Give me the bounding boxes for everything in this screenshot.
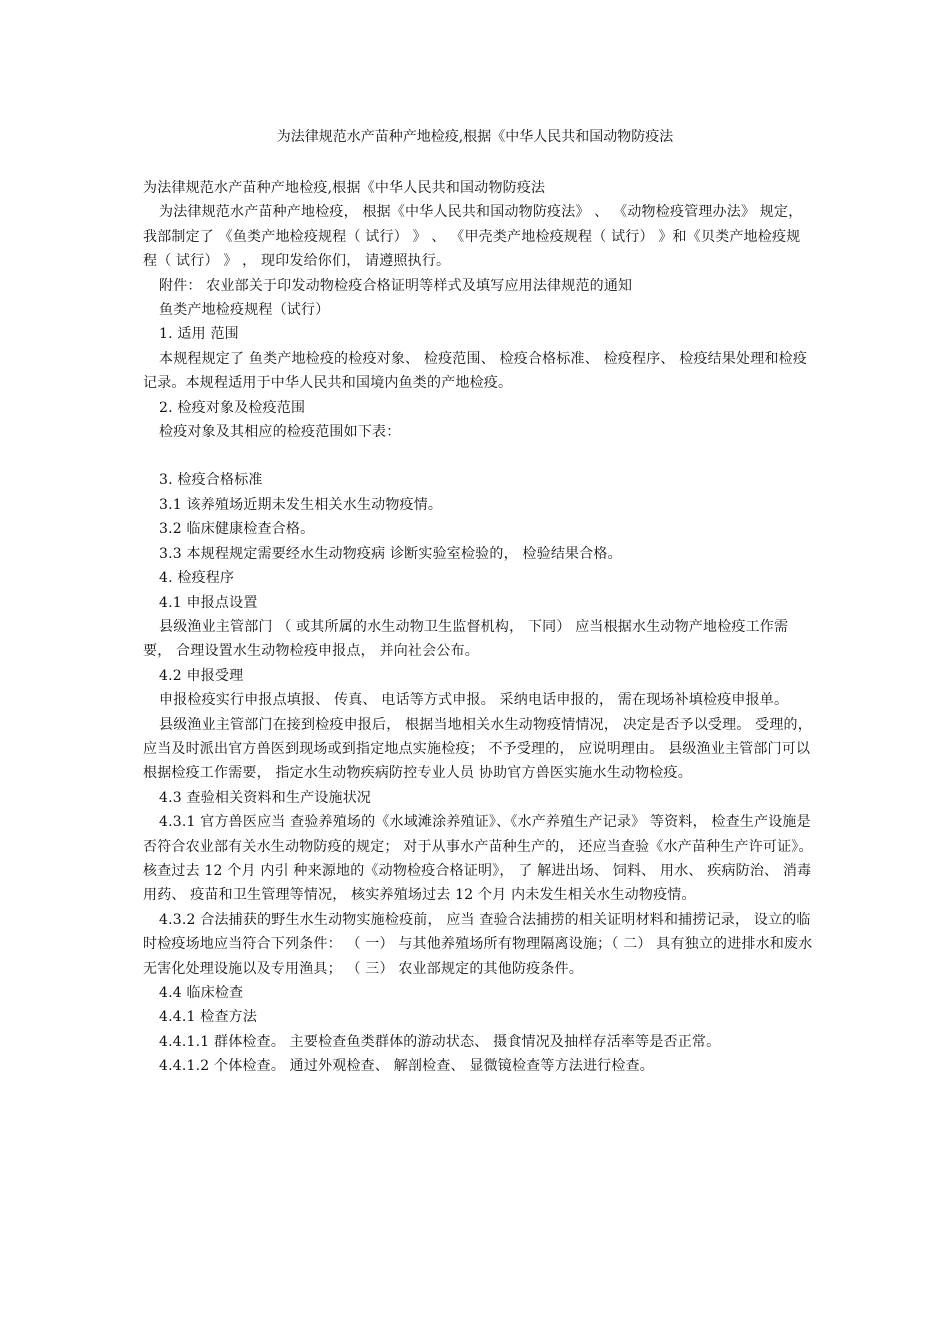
paragraph-4-1: 县级渔业主管部门 （ 或其所属的水生动物卫生监督机构， 下同） 应当根据水生动物产地检疫工作需要， 合理设置水生动物检疫申报点， 并向社会公布。 — [143, 618, 789, 660]
item-4-4-1-2: 4.4.1.2 个体检查。 通过外观检查、 解剖检查、 显微镜检查等方法进行检查。 — [159, 1058, 654, 1075]
heading-1: 1. 适用 范围 — [159, 326, 239, 343]
paragraph-intro: 为法律规范水产苗种产地检疫， 根据《中华人民共和国动物防疫法》 、 《动物检疫管理办法》 规定， 我部制定了 《鱼类产地检疫规程（ 试行） 》 、 《甲壳类产地检疫规程（ 试行） 》和《贝类产地检疫规程（ 试行） 》 ， 现印发给你们， 请遵照执行。 — [143, 204, 803, 270]
heading-2: 2. 检疫对象及检疫范围 — [159, 399, 306, 416]
heading-4-1: 4.1 申报点设置 — [159, 594, 258, 611]
item-3-3: 3.3 本规程规定需要经水生动物疫病 诊断实验室检验的， 检验结果合格。 — [159, 545, 622, 562]
paragraph-4-3-1: 4.3.1 官方兽医应当 查验养殖场的《水域滩涂养殖证》、《水产养殖生产记录》 等资料， 检查生产设施是否符合农业部有关水生动物防疫的规定； 对于从事水产苗种生产的， 还应当查验《水产苗种生产许可证》。 核查过去 12 个月 内引 种来源地的《动物检疫合格证明》， 了 解进出场、 饲料、 用水、 疾病防治、 消毒用药、 疫苗和卫生管理等情况， 核实养殖场过去 12 个月 内未发生相关水生动物疫情。 — [143, 814, 813, 904]
heading-4-3: 4.3 查验相关资料和生产设施状况 — [159, 789, 372, 806]
heading-4-4: 4.4 临床检查 — [159, 985, 244, 1001]
paragraph-table-intro: 检疫对象及其相应的检疫范围如下表： — [159, 424, 401, 441]
heading-4-2: 4.2 申报受理 — [159, 667, 244, 684]
item-3-2: 3.2 临床健康检查合格。 — [159, 521, 315, 538]
paragraph-4-2-b: 县级渔业主管部门在接到检疫申报后， 根据当地相关水生动物疫情情况， 决定是否予以受理。 受理的， 应当及时派出官方兽医到现场或到指定地点实施检疫； 不予受理的， 应说明理由。 县级渔业主管部门可以根据检疫工作需要， 指定水生动物疾病防控专业人员 协助官方兽医实施水生动物检疫。 — [143, 716, 812, 782]
item-4-4-1-1: 4.4.1.1 群体检查。 主要检查鱼类群体的游动状态、 摄食情况及抽样存活率等是否正常。 — [159, 1033, 721, 1050]
heading-3: 3. 检疫合格标准 — [159, 472, 263, 489]
section-title: 鱼类产地检疫规程（试行） — [159, 302, 330, 319]
item-3-1: 3.1 该养殖场近期未发生相关水生动物疫情。 — [159, 496, 443, 513]
heading-4-4-1: 4.4.1 检查方法 — [159, 1009, 258, 1026]
paragraph-attachment: 附件： 农业部关于印发动物检疫合格证明等样式及填写应用法律规范的通知 — [159, 277, 633, 294]
page-header-title: 为法律规范水产苗种产地检疫,根据《中华人民共和国动物防疫法 — [276, 129, 674, 145]
paragraph-title-repeat: 为法律规范水产苗种产地检疫,根据《中华人民共和国动物防疫法 — [143, 180, 546, 196]
paragraph-4-3-2: 4.3.2 合法捕获的野生水生动物实施检疫前， 应当 查验合法捕捞的相关证明材料和捕捞记录， 设立的临时检疫场地应当符合下列条件： （ 一） 与其他养殖场所有物理隔离设施；（ 二） 具有独立的进排水和废水无害化处理设施以及专用渔具； （ 三） 农业部规定的其他防疫条件。 — [143, 911, 813, 977]
blank-line — [143, 444, 813, 468]
paragraph-4-2-a: 申报检疫实行申报点填报、 传真、 电话等方式申报。 采纳电话申报的， 需在现场补填检疫申报单。 — [159, 692, 789, 709]
document-body — [143, 176, 813, 1079]
paragraph-scope: 本规程规定了 鱼类产地检疫的检疫对象、 检疫范围、 检疫合格标准、 检疫程序、 检疫结果处理和检疫记录。本规程适用于中华人民共和国境内鱼类的产地检疫。 — [143, 350, 808, 392]
heading-4: 4. 检疫程序 — [159, 570, 235, 587]
